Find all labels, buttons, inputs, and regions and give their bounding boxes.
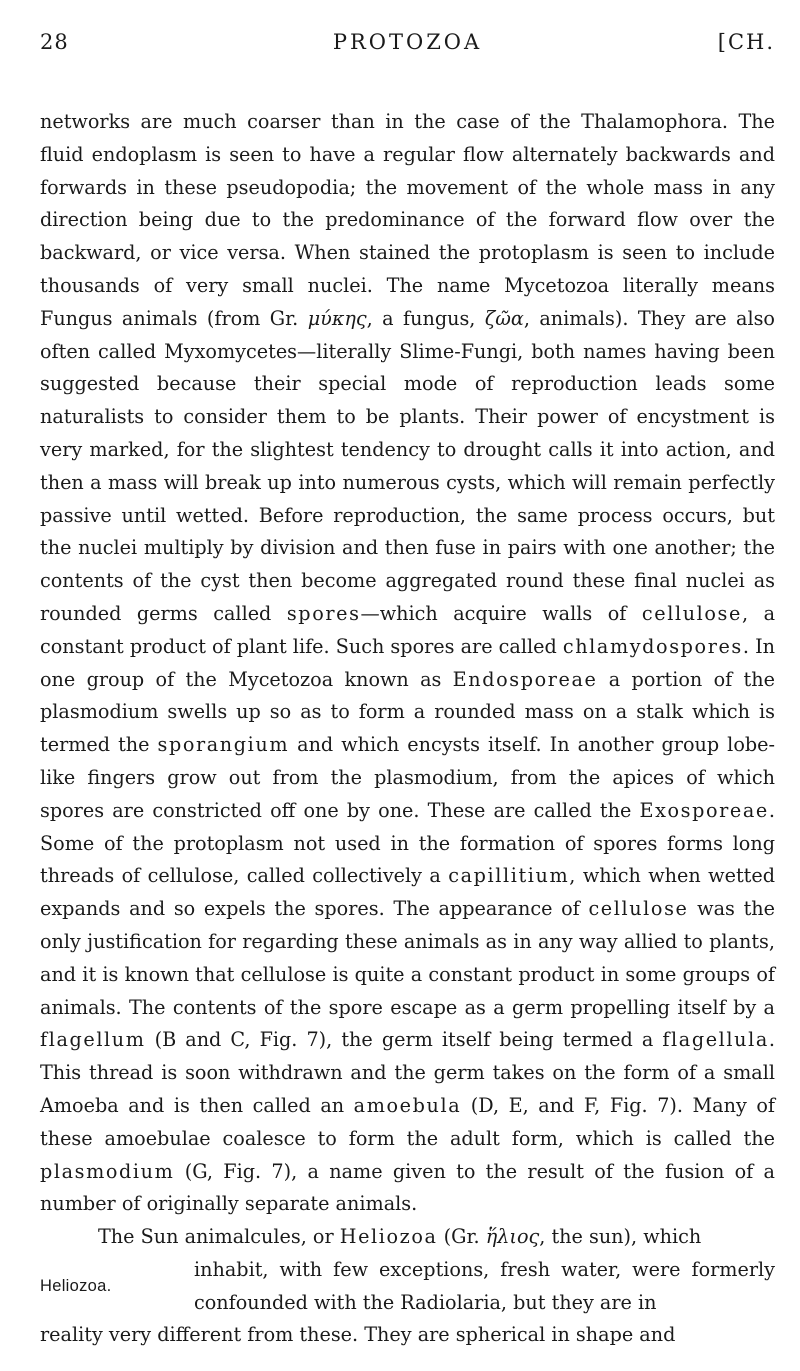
- term-flagellula: flagellula: [662, 1028, 769, 1052]
- term-amoebula: amoebula: [353, 1093, 462, 1117]
- paragraph-heliozoa-first-line: The Sun animalcules, or Heliozoa (Gr. ἥλιος, the sun), which: [98, 1225, 702, 1249]
- body-text: [40, 106, 775, 1352]
- term-sporangium: sporangium: [157, 733, 290, 757]
- paragraph-heliozoa-wrapped: inhabit, with few exceptions, fresh water, were formerly confounded with the Radiolaria, but they are in: [194, 1257, 775, 1314]
- paragraph-heliozoa-last-line: reality very different from these. They are spherical in shape and: [40, 1323, 676, 1347]
- term-cellulose: cellulose: [588, 897, 689, 921]
- greek-word: ζῶα: [484, 306, 524, 330]
- greek-word: μύκης: [307, 306, 367, 330]
- term-plasmodium: plasmodium: [40, 1159, 175, 1183]
- term-chlamydospores: chlamydospores: [562, 634, 743, 658]
- term-cellulose: cellulose: [641, 601, 742, 625]
- book-page: [40, 30, 775, 1350]
- paragraph-mycetozoa: networks are much coarser than in the case of the Thalamophora. The fluid endoplasm is seen to have a regular flow alternately backwards and forwards in these pseudopodia; the movement of the whole mass in any direction being due to the predominance of the forward flow over the backward, or vice versa. When stained the protoplasm is seen to include thousands of very small nuclei. The name Mycetozoa literally means Fungus animals (from Gr. μύκης, a fungus, ζῶα, animals). They are also often called Myxomycetes—literally Slime-Fungi, both names having been suggested because their special mode of reproduction leads some naturalists to consider them to be plants. Their power of encystment is very marked, for the slightest tendency to drought calls it into action, and then a mass will break up into numerous cysts, which will remain perfectly passive until wetted. Before reproduction, the same process occurs, but the nuclei multiply by division and then fuse in pairs with one another; the contents of the cyst then become aggregated round these final nuclei as rounded germs called spores—which acquire walls of cellulose, a constant product of plant life. Such spores are called chlamydospores. In one group of the Mycetozoa known as Endosporeae a portion of the plasmodium swells up so as to form a rounded mass on a stalk which is termed the sporangium and which encysts itself. In another group lobe-like fingers grow out from the plasmodium, from the apices of which spores are constricted off one by one. These are called the Exosporeae. Some of the protoplasm not used in the formation of spores forms long threads of cellulose, called collectively a capillitium, which when wetted expands and so expels the spores. The appearance of cellulose was the only justification for regarding these animals as in any way allied to plants, and it is known that cellulose is quite a constant product in some groups of animals. The contents of the spore escape as a germ propelling itself by a flagellum (B and C, Fig. 7), the germ itself being termed a flagellula. This thread is soon withdrawn and the germ takes on the form of a small Amoeba and is then called an amoebula (D, E, and F, Fig. 7). Many of these amoebulae coalesce to form the adult form, which is called the plasmodium (G, Fig. 7), a name given to the result of the fusion of a number of originally separate animals.: [40, 110, 776, 1216]
- running-head: [40, 30, 775, 70]
- term-flagellum: flagellum: [40, 1028, 146, 1052]
- term-spores: spores: [286, 601, 361, 625]
- chapter-marker: [CH.: [717, 30, 775, 54]
- term-capillitium: capillitium: [448, 864, 570, 888]
- term-endosporeae: Endosporeae: [452, 667, 598, 691]
- greek-word: ἥλιος: [485, 1225, 540, 1249]
- term-heliozoa: Heliozoa: [339, 1225, 438, 1249]
- term-exosporeae: Exosporeae: [639, 798, 769, 822]
- margin-note-block: [40, 1254, 775, 1320]
- running-title: PROTOZOA: [332, 30, 483, 54]
- margin-note-heliozoa: Heliozoa.: [40, 1277, 112, 1296]
- page-number: 28: [40, 30, 69, 54]
